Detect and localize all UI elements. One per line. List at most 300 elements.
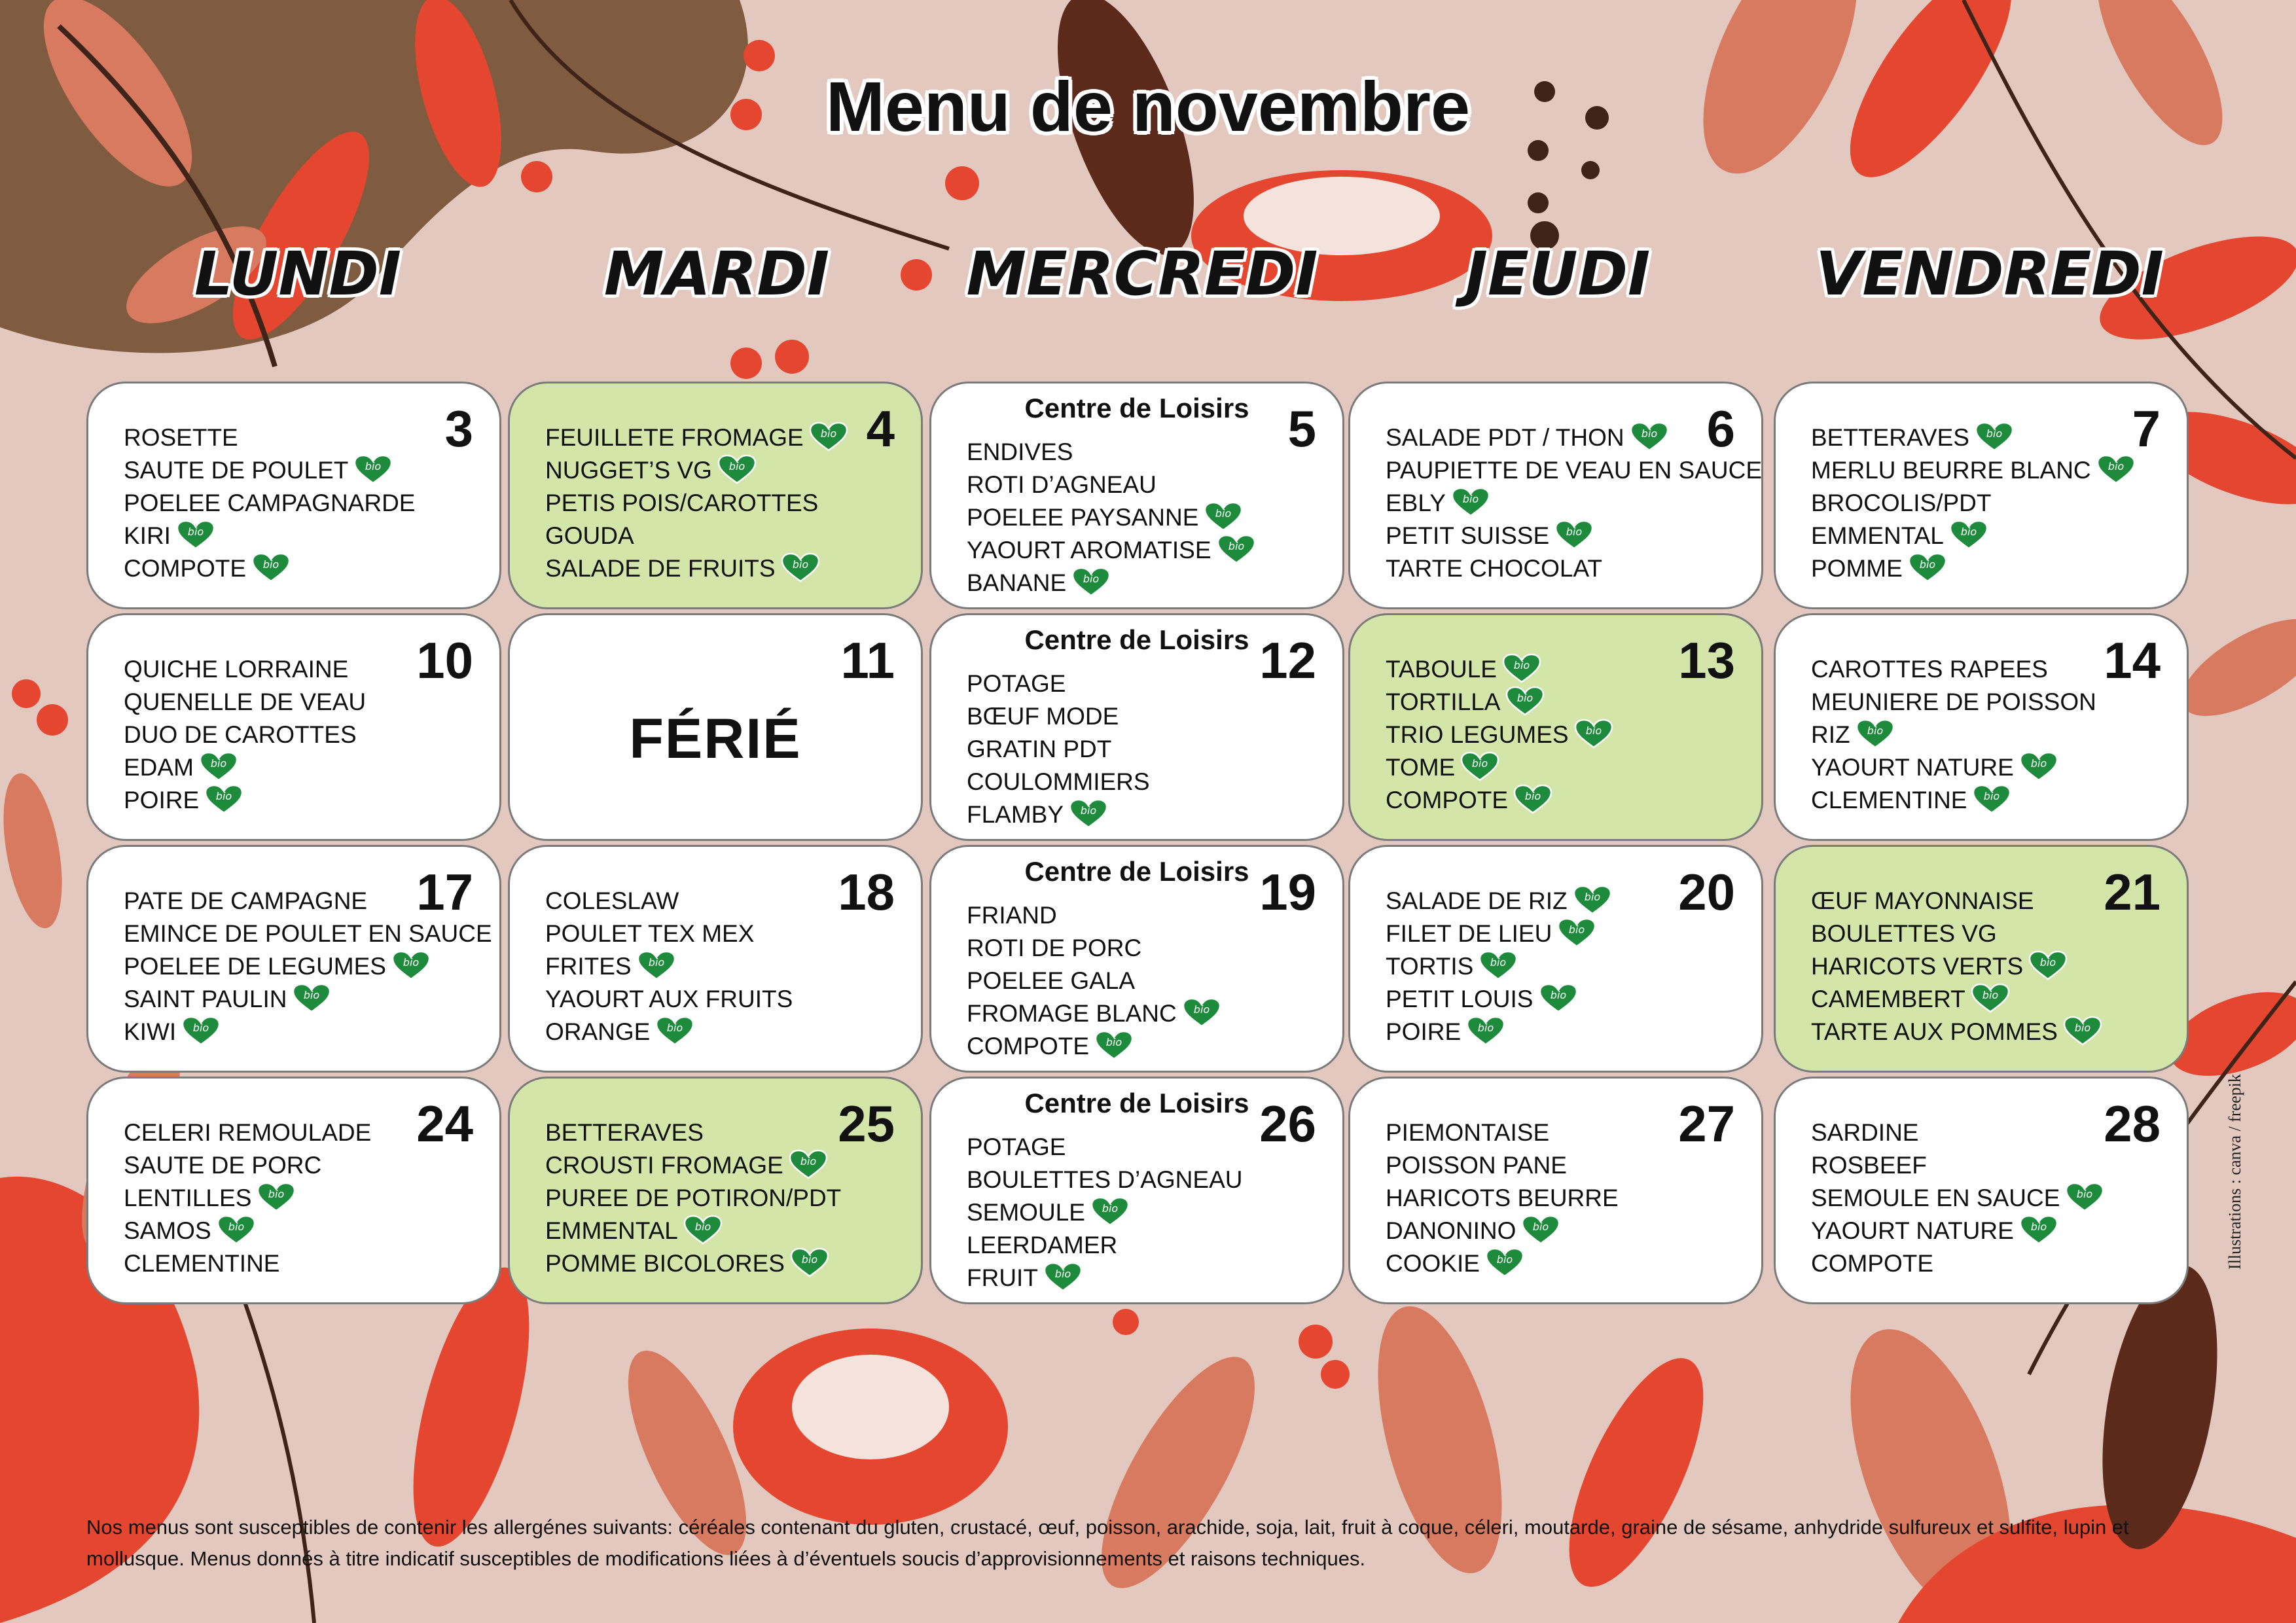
- menu-item: [967, 534, 1256, 567]
- menu-item-text: EMMENTAL: [545, 1217, 678, 1244]
- menu-item-text: CELERI REMOULADE: [124, 1119, 372, 1146]
- bio-heart-icon: [781, 552, 820, 582]
- menu-item-text: PATE DE CAMPAGNE: [124, 887, 368, 914]
- bio-heart-icon: [1204, 501, 1243, 531]
- menu-item-list: [1811, 653, 2096, 817]
- menu-item-text: BOULETTES VG: [1811, 920, 1997, 947]
- menu-item-text: SAUTE DE PORC: [124, 1152, 322, 1179]
- menu-item-text: ENDIVES: [967, 438, 1073, 465]
- bio-badge-text: bio: [1641, 427, 1657, 440]
- menu-item-text: POIRE: [1386, 1018, 1462, 1045]
- menu-item-list: [1811, 1116, 2104, 1280]
- menu-item-text: PUREE DE POTIRON/PDT: [545, 1185, 842, 1211]
- menu-item: [1811, 1215, 2104, 1247]
- bio-badge-text: bio: [1533, 1221, 1549, 1234]
- holiday-label: FÉRIÉ: [629, 707, 802, 770]
- menu-item-text: ŒUF MAYONNAISE: [1811, 887, 2034, 914]
- day-number: 14: [2104, 632, 2161, 689]
- menu-item-text: EMMENTAL: [1811, 522, 1944, 549]
- menu-item: [1811, 885, 2102, 918]
- menu-item: [545, 885, 793, 918]
- menu-item: [1811, 686, 2096, 719]
- menu-item-text: POTAGE: [967, 670, 1066, 697]
- day-cell: [86, 382, 501, 609]
- bio-badge-text: bio: [1102, 1202, 1119, 1215]
- day-header-mardi: MARDI: [603, 239, 830, 309]
- menu-item: [967, 965, 1221, 997]
- menu-item-text: YAOURT AROMATISE: [967, 537, 1211, 563]
- menu-item: [1386, 1149, 1619, 1182]
- bio-heart-icon: [655, 1016, 694, 1046]
- bio-badge-text: bio: [801, 1253, 818, 1266]
- menu-item: [1811, 719, 2096, 751]
- menu-item-text: COMPOTE: [1386, 787, 1509, 813]
- bio-badge-text: bio: [1550, 989, 1566, 1002]
- bio-heart-icon: [1554, 520, 1594, 550]
- menu-item: [124, 686, 366, 719]
- day-number: 11: [840, 632, 895, 689]
- bio-badge-text: bio: [1228, 540, 1244, 553]
- menu-item: [967, 1164, 1242, 1196]
- menu-item: [545, 1116, 841, 1149]
- day-number: 7: [2132, 400, 2161, 457]
- menu-item-text: FROMAGE BLANC: [967, 1000, 1177, 1027]
- day-header-mercredi: MERCREDI: [966, 239, 1318, 309]
- menu-item-text: CAMEMBERT: [1811, 986, 1965, 1012]
- menu-item: [1811, 487, 2136, 520]
- menu-item-text: ROSBEEF: [1811, 1152, 1927, 1179]
- bio-heart-icon: [251, 552, 291, 582]
- day-number: 13: [1678, 632, 1735, 689]
- menu-item: [545, 487, 848, 520]
- menu-item-list: [1386, 885, 1612, 1048]
- menu-item: [1386, 1215, 1619, 1247]
- menu-item-text: HARICOTS VERTS: [1811, 953, 2024, 980]
- menu-item-list: [124, 1116, 371, 1280]
- bio-heart-icon: [1451, 487, 1490, 517]
- menu-item: [1811, 520, 2136, 552]
- menu-item-text: TRIO LEGUMES: [1386, 721, 1569, 748]
- bio-heart-icon: [2019, 751, 2058, 781]
- menu-item: [1811, 983, 2102, 1016]
- menu-item-text: SARDINE: [1811, 1119, 1919, 1146]
- menu-item: [967, 932, 1221, 965]
- menu-item-text: DANONINO: [1386, 1217, 1516, 1244]
- menu-item: [1386, 784, 1613, 817]
- bio-badge-text: bio: [800, 1155, 817, 1168]
- menu-item: [124, 983, 492, 1016]
- day-number: 27: [1678, 1095, 1735, 1152]
- menu-item-text: POELEE DE LEGUMES: [124, 953, 386, 980]
- bio-heart-icon: [1217, 534, 1256, 564]
- menu-item-text: PETIT LOUIS: [1386, 986, 1534, 1012]
- menu-item: [124, 918, 492, 950]
- menu-item-text: COOKIE: [1386, 1250, 1480, 1277]
- bio-heart-icon: [1505, 686, 1545, 716]
- bio-badge-text: bio: [1105, 1036, 1122, 1049]
- bio-heart-icon: [789, 1149, 828, 1179]
- day-number: 21: [2104, 863, 2161, 921]
- day-number: 19: [1259, 863, 1316, 921]
- menu-item-text: EMINCE DE POULET EN SAUCE: [124, 920, 492, 947]
- bio-badge-text: bio: [187, 526, 204, 539]
- menu-item-text: PAUPIETTE DE VEAU EN SAUCE: [1386, 457, 1762, 484]
- centre-de-loisirs-label: Centre de Loisirs: [1024, 856, 1249, 887]
- menu-item: [545, 950, 793, 983]
- bio-heart-icon: [1090, 1196, 1130, 1226]
- menu-item: [124, 487, 415, 520]
- bio-badge-text: bio: [192, 1022, 209, 1035]
- centre-de-loisirs-label: Centre de Loisirs: [1024, 624, 1249, 655]
- menu-item-text: BROCOLIS/PDT: [1811, 490, 1992, 516]
- menu-item: [967, 1262, 1242, 1294]
- menu-item: [545, 552, 848, 585]
- menu-item-text: SAUTE DE POULET: [124, 457, 349, 484]
- menu-item-text: FRUIT: [967, 1264, 1038, 1291]
- menu-item-text: COMPOTE: [1811, 1250, 1934, 1277]
- bio-heart-icon: [790, 1247, 829, 1277]
- menu-item-text: KIRI: [124, 522, 171, 549]
- menu-item-text: TABOULE: [1386, 656, 1497, 683]
- menu-item: [124, 950, 492, 983]
- day-header-jeudi: JEUDI: [1465, 239, 1651, 309]
- menu-item-text: POELEE PAYSANNE: [967, 504, 1199, 531]
- menu-item-text: KIWI: [124, 1018, 177, 1045]
- day-cell: [929, 382, 1344, 609]
- bio-badge-text: bio: [403, 956, 420, 969]
- bio-heart-icon: [217, 1215, 256, 1245]
- menu-item-text: SALADE PDT / THON: [1386, 424, 1624, 451]
- bio-badge-text: bio: [2030, 1221, 2047, 1234]
- menu-item: [545, 454, 848, 487]
- bio-heart-icon: [1094, 1030, 1134, 1060]
- menu-item: [124, 1016, 492, 1048]
- menu-item-text: FRIAND: [967, 902, 1057, 929]
- bio-badge-text: bio: [667, 1022, 683, 1035]
- day-cell: [1774, 613, 2189, 841]
- bio-heart-icon: [292, 983, 331, 1013]
- bio-heart-icon: [199, 751, 238, 781]
- menu-item: [124, 1116, 371, 1149]
- bio-heart-icon: [1971, 983, 2010, 1013]
- menu-item: [967, 501, 1256, 534]
- menu-item: [124, 751, 366, 784]
- menu-item-text: ROSETTE: [124, 424, 238, 451]
- menu-item: [545, 1149, 841, 1182]
- day-cell: [508, 1077, 923, 1304]
- bio-heart-icon: [1069, 798, 1108, 829]
- bio-badge-text: bio: [648, 956, 664, 969]
- menu-item-text: ORANGE: [545, 1018, 651, 1045]
- bio-heart-icon: [2028, 950, 2068, 980]
- day-cell: [508, 613, 923, 841]
- bio-heart-icon: [181, 1016, 221, 1046]
- day-number: 18: [838, 863, 895, 921]
- menu-item-text: TARTE CHOCOLAT: [1386, 555, 1602, 582]
- menu-item: [545, 1247, 841, 1280]
- menu-item-text: BŒUF MODE: [967, 703, 1119, 730]
- bio-heart-icon: [353, 454, 393, 484]
- menu-item-text: POULET TEX MEX: [545, 920, 755, 947]
- menu-item-text: COMPOTE: [124, 555, 247, 582]
- bio-heart-icon: [1574, 719, 1613, 749]
- menu-item-text: EDAM: [124, 754, 194, 781]
- menu-item-text: ROTI DE PORC: [967, 935, 1142, 961]
- day-number: 5: [1287, 400, 1316, 457]
- menu-item-text: PIEMONTAISE: [1386, 1119, 1550, 1146]
- bio-badge-text: bio: [1496, 1253, 1513, 1266]
- menu-item: [124, 653, 366, 686]
- menu-item: [1386, 983, 1612, 1016]
- menu-item-text: CAROTTES RAPEES: [1811, 656, 2048, 683]
- menu-item-text: COULOMMIERS: [967, 768, 1150, 795]
- menu-item-text: RIZ: [1811, 721, 1850, 748]
- menu-item-text: FLAMBY: [967, 801, 1064, 828]
- menu-item: [967, 700, 1150, 733]
- day-cell: [508, 845, 923, 1073]
- menu-item: [1386, 1116, 1619, 1149]
- day-number: 4: [866, 400, 895, 457]
- bio-heart-icon: [1182, 997, 1221, 1027]
- bio-heart-icon: [1630, 421, 1669, 452]
- menu-item-text: POTAGE: [967, 1133, 1066, 1160]
- menu-item-text: YAOURT NATURE: [1811, 1217, 2014, 1244]
- menu-item-text: PETIS POIS/CAROTTES: [545, 490, 819, 516]
- menu-item: [967, 997, 1221, 1030]
- day-cell: [929, 613, 1344, 841]
- bio-badge-text: bio: [2077, 1188, 2093, 1201]
- menu-item: [1386, 487, 1762, 520]
- day-cell: [1774, 1077, 2189, 1304]
- bio-badge-text: bio: [1477, 1022, 1494, 1035]
- bio-heart-icon: [2065, 1182, 2104, 1212]
- menu-item-text: CLEMENTINE: [1811, 787, 1967, 813]
- menu-item-text: POISSON PANE: [1386, 1152, 1567, 1179]
- allergen-disclaimer: Nos menus sont susceptibles de contenir les allergénes suivants: céréales contenant du gluten, crustacé, œuf, poisson, arachide, soja, lait, fruit à coque, céleri, moutarde, graine de sésame, anhydride sulfureux et sulfite, lupin et mollusque. Menus donnés à titre indicatif susceptibles de modifications liées à d’éventuels soucis d’approvisionnements et raisons techniques.: [86, 1516, 2129, 1570]
- menu-item-list: [967, 1131, 1242, 1294]
- menu-item-list: [1811, 421, 2136, 585]
- menu-item-text: TORTILLA: [1386, 688, 1501, 715]
- menu-item-text: SALADE DE RIZ: [1386, 887, 1568, 914]
- menu-item: [1386, 1016, 1612, 1048]
- menu-item-text: MERLU BEURRE BLANC: [1811, 457, 2091, 484]
- menu-item-text: BETTERAVES: [545, 1119, 704, 1146]
- bio-badge-text: bio: [304, 989, 320, 1002]
- day-number: 26: [1259, 1095, 1316, 1152]
- bio-badge-text: bio: [2039, 956, 2056, 969]
- bio-badge-text: bio: [1462, 493, 1479, 506]
- menu-item: [1811, 421, 2136, 454]
- menu-item: [967, 567, 1256, 599]
- menu-item-text: COLESLAW: [545, 887, 679, 914]
- day-cell: [1348, 845, 1763, 1073]
- bio-badge-text: bio: [1472, 757, 1488, 770]
- day-number: 17: [416, 863, 473, 921]
- day-cell: [86, 1077, 501, 1304]
- menu-item-text: POMME: [1811, 555, 1903, 582]
- menu-item-text: GOUDA: [545, 522, 634, 549]
- menu-item: [1386, 552, 1762, 585]
- menu-item: [967, 668, 1150, 700]
- menu-item: [1811, 918, 2102, 950]
- page-title: Menu de novembre: [825, 67, 1471, 146]
- menu-item-list: [545, 885, 793, 1048]
- day-number: 28: [2104, 1095, 2161, 1152]
- menu-item-text: LEERDAMER: [967, 1232, 1118, 1258]
- bio-heart-icon: [1972, 784, 2011, 814]
- menu-item: [545, 918, 793, 950]
- menu-item: [124, 1182, 371, 1215]
- menu-item-text: TOME: [1386, 754, 1456, 781]
- bio-heart-icon: [1908, 552, 1947, 582]
- bio-badge-text: bio: [728, 460, 745, 473]
- bio-badge-text: bio: [210, 757, 227, 770]
- day-number: 3: [444, 400, 473, 457]
- bio-badge-text: bio: [1585, 724, 1602, 738]
- menu-item: [967, 1196, 1242, 1229]
- bio-heart-icon: [1513, 784, 1552, 814]
- bio-heart-icon: [1856, 719, 1895, 749]
- bio-heart-icon: [1975, 421, 2014, 452]
- menu-item-text: YAOURT NATURE: [1811, 754, 2014, 781]
- menu-item-list: [545, 1116, 841, 1280]
- centre-de-loisirs-label: Centre de Loisirs: [1024, 1088, 1249, 1118]
- menu-item-text: NUGGET’S VG: [545, 457, 712, 484]
- menu-item: [545, 421, 848, 454]
- menu-item-text: MEUNIERE DE POISSON: [1811, 688, 2096, 715]
- menu-item: [1811, 1182, 2104, 1215]
- bio-badge-text: bio: [1919, 558, 1935, 571]
- menu-item: [967, 798, 1150, 831]
- menu-item: [124, 784, 366, 817]
- bio-heart-icon: [2063, 1016, 2102, 1046]
- day-cell: [86, 845, 501, 1073]
- day-number: 12: [1259, 632, 1316, 689]
- bio-badge-text: bio: [1054, 1268, 1071, 1281]
- menu-item: [124, 421, 415, 454]
- menu-item-text: TARTE AUX POMMES: [1811, 1018, 2058, 1045]
- menu-item: [1386, 918, 1612, 950]
- bio-badge-text: bio: [2030, 757, 2047, 770]
- bio-badge-text: bio: [1960, 526, 1977, 539]
- menu-item-text: QUICHE LORRAINE: [124, 656, 349, 683]
- bio-badge-text: bio: [1566, 526, 1583, 539]
- menu-item: [1811, 1149, 2104, 1182]
- bio-badge-text: bio: [1517, 692, 1534, 705]
- bio-badge-text: bio: [1083, 573, 1100, 586]
- menu-item-text: SAMOS: [124, 1217, 211, 1244]
- menu-item-text: BETTERAVES: [1811, 424, 1969, 451]
- menu-item-text: CROUSTI FROMAGE: [545, 1152, 783, 1179]
- menu-item-list: [124, 653, 366, 817]
- bio-badge-text: bio: [1569, 923, 1585, 936]
- menu-item: [1811, 950, 2102, 983]
- bio-badge-text: bio: [1982, 989, 1998, 1002]
- menu-item-text: COMPOTE: [967, 1033, 1090, 1060]
- menu-item: [1811, 454, 2136, 487]
- menu-item-text: QUENELLE DE VEAU: [124, 688, 367, 715]
- menu-item: [1386, 950, 1612, 983]
- menu-item: [1386, 1247, 1619, 1280]
- menu-item-text: CLEMENTINE: [124, 1250, 280, 1277]
- menu-item-text: SALADE DE FRUITS: [545, 555, 776, 582]
- bio-heart-icon: [257, 1182, 296, 1212]
- bio-badge-text: bio: [268, 1188, 285, 1201]
- day-cell: [1348, 382, 1763, 609]
- menu-item-text: GRATIN PDT: [967, 736, 1112, 762]
- menu-item-list: [967, 668, 1150, 831]
- menu-item: [124, 1247, 371, 1280]
- menu-item: [967, 436, 1256, 469]
- menu-item: [967, 1229, 1242, 1262]
- day-cell: [929, 1077, 1344, 1304]
- menu-item: [1386, 454, 1762, 487]
- menu-item: [1811, 784, 2096, 817]
- menu-item: [967, 1030, 1221, 1063]
- bio-badge-text: bio: [215, 790, 232, 803]
- bio-badge-text: bio: [1986, 427, 2003, 440]
- menu-item-list: [967, 436, 1256, 599]
- bio-heart-icon: [204, 784, 243, 814]
- menu-item: [1386, 719, 1613, 751]
- menu-item: [967, 766, 1150, 798]
- menu-item: [967, 469, 1256, 501]
- bio-badge-text: bio: [694, 1221, 711, 1234]
- menu-item: [1811, 1247, 2104, 1280]
- bio-badge-text: bio: [1080, 804, 1097, 817]
- bio-heart-icon: [1071, 567, 1111, 597]
- menu-item-list: [1386, 1116, 1619, 1280]
- bio-heart-icon: [809, 421, 848, 452]
- bio-heart-icon: [176, 520, 215, 550]
- bio-heart-icon: [1573, 885, 1612, 915]
- menu-item-text: SEMOULE: [967, 1199, 1085, 1226]
- menu-item: [967, 899, 1221, 932]
- day-number: 10: [416, 632, 473, 689]
- menu-item: [124, 520, 415, 552]
- bio-badge-text: bio: [228, 1221, 244, 1234]
- bio-heart-icon: [1521, 1215, 1560, 1245]
- day-cell: [508, 382, 923, 609]
- day-cell: [929, 845, 1344, 1073]
- bio-badge-text: bio: [1524, 790, 1541, 803]
- illustration-credit: Illustrations : canva / freepik: [2225, 1074, 2244, 1270]
- menu-item-text: POELEE CAMPAGNARDE: [124, 490, 416, 516]
- menu-item: [545, 983, 793, 1016]
- menu-item: [1386, 885, 1612, 918]
- bio-heart-icon: [391, 950, 431, 980]
- bio-heart-icon: [717, 454, 757, 484]
- menu-item: [1386, 421, 1762, 454]
- menu-item: [1386, 520, 1762, 552]
- bio-heart-icon: [2019, 1215, 2058, 1245]
- menu-item: [1386, 751, 1613, 784]
- bio-badge-text: bio: [2074, 1022, 2091, 1035]
- menu-item-list: [967, 899, 1221, 1063]
- menu-item-list: [124, 885, 492, 1048]
- menu-item: [1386, 1182, 1619, 1215]
- centre-de-loisirs-label: Centre de Loisirs: [1024, 393, 1249, 423]
- menu-item-text: FRITES: [545, 953, 632, 980]
- bio-heart-icon: [1466, 1016, 1505, 1046]
- menu-item: [1386, 653, 1613, 686]
- menu-item-text: SAINT PAULIN: [124, 986, 287, 1012]
- day-cell: [86, 613, 501, 841]
- menu-item-text: POIRE: [124, 787, 200, 813]
- menu-item-text: EBLY: [1386, 490, 1446, 516]
- day-cell: [1774, 845, 2189, 1073]
- menu-item-text: YAOURT AUX FRUITS: [545, 986, 793, 1012]
